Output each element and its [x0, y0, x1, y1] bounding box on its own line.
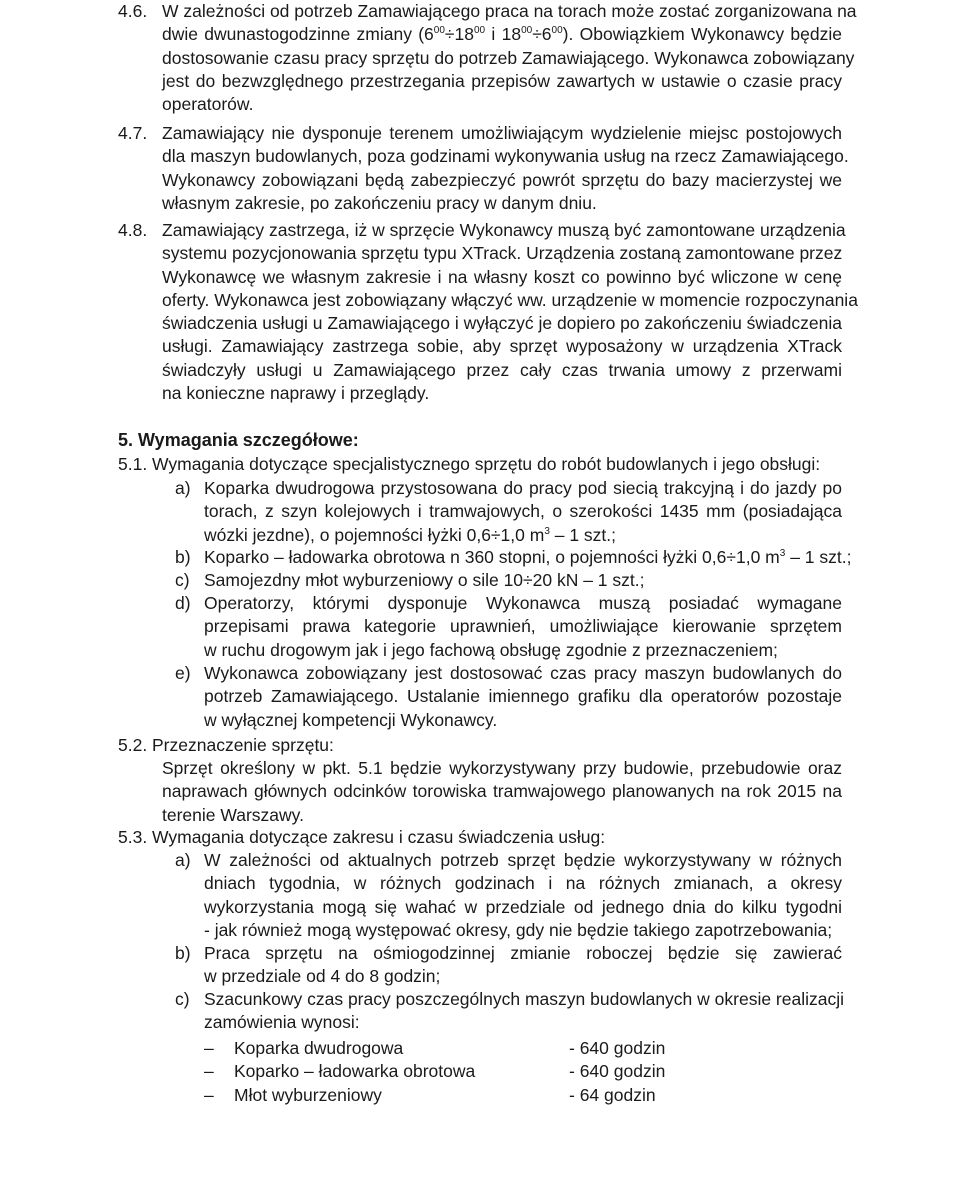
text-line: własnym zakresie, po zakończeniu pracy w danym dniu.	[162, 192, 597, 213]
text-line: Wykonawcy zobowiązani będą zabezpieczyć powrót sprzętu do bazy macierzystej we	[162, 169, 842, 190]
list-item-text: Koparko – ładowarka obrotowa n 360 stopni, o pojemności łyżki 0,6÷1,0 $m^3 - 1$ szt.;	[204, 547, 852, 567]
text-line: świadczyły usługi u Zamawiającego przez cały czas trwania umowy z przerwami	[162, 359, 842, 380]
list-item-letter: e)	[175, 663, 191, 683]
list-item-letter: a)	[175, 478, 191, 498]
text-line: Wykonawcę we własnym zakresie i na własny koszt co powinno być wliczone w cenę	[162, 266, 842, 287]
section-5-3-title: 5.3. Wymagania dotyczące zakresu i czasu świadczenia usług:	[118, 827, 606, 847]
list-item-text: Koparka dwudrogowa przystosowana do pracy pod siecią trakcyjną i do jazdy po torach, z szyn kolejowych i tramwajowych, o szerokości 1435 mm (posiadająca wózki jezdne), o pojemności łyżki 0,6÷1,0 $m^3 - 1$ szt.;	[204, 478, 842, 545]
list-item-letter: b)	[175, 943, 191, 963]
list-item-text: W zależności od aktualnych potrzeb sprzęt będzie wykorzystywany w różnych dniach tygodnia, w różnych godzinach i na różnych zmianach, a okresy wykorzystania mogą się wahać w przedziale od jednego dnia do kilku tygodni - jak również mogą występować okresy, gdy nie będzie takiego zapotrzebowania;	[204, 850, 842, 940]
paragraph-text	[162, 0, 857, 116]
paragraph-text	[162, 219, 858, 405]
machine-hours-row: – Koparka dwudrogowa - 640 godzin	[204, 1038, 666, 1058]
text-line: oferty. Wykonawca jest zobowiązany włączyć ww. urządzenie w momencie rozpoczynania	[162, 289, 858, 310]
text-line: dostosowanie czasu pracy sprzętu do potrzeb Zamawiającego. Wykonawca zobowiązany	[162, 47, 855, 68]
paragraph-number: 4.8.	[118, 220, 148, 240]
list-item-text: Szacunkowy czas pracy poszczególnych maszyn budowlanych w okresie realizacji zamówienia wynosi:	[204, 989, 845, 1033]
text-line: W zależności od potrzeb Zamawiającego praca na torach może zostać zorganizowana na	[162, 1, 857, 21]
text-line: świadczenia usługi u Zamawiającego i wyłączyć je dopiero po zakończeniu świadczenia	[162, 313, 842, 334]
paragraph-number: 4.6.	[118, 1, 148, 21]
list-item-letter: c)	[175, 570, 190, 590]
list-item-text: Praca sprzętu na ośmiogodzinnej zmianie roboczej będzie się zawierać w przedziale od 4 do 8 godzin;	[204, 943, 842, 987]
text-line: na konieczne naprawy i przeglądy.	[162, 383, 430, 404]
list-item-letter: a)	[175, 850, 191, 870]
text-line: Zamawiający zastrzega, iż w sprzęcie Wykonawcy muszą być zamontowane urządzenia	[162, 220, 846, 240]
machine-hours-row: – Koparko – ładowarka obrotowa - 640 godzin	[204, 1061, 666, 1081]
list-item-letter: c)	[175, 989, 190, 1009]
text-line: jest do bezwzględnego przestrzegania przepisów zawartych w ustawie o czasie pracy	[162, 70, 842, 91]
text-line: operatorów.	[162, 94, 254, 115]
list-item-text: Operatorzy, którymi dysponuje Wykonawca muszą posiadać wymagane przepisami prawa kategorie uprawnień, umożliwiające kierowanie sprzętem w ruchu drogowym jak i jego fachową obsługę zgodnie z przeznaczeniem;	[204, 593, 842, 660]
text-line: usługi. Zamawiający zastrzega sobie, aby sprzęt wyposażony w urządzenia XTrack	[162, 336, 842, 357]
section-5-1-title: 5.1. Wymagania dotyczące specjalistycznego sprzętu do robót budowlanych i jego obsługi:	[118, 454, 821, 474]
machine-hours-row: – Młot wyburzeniowy - 64 godzin	[204, 1085, 656, 1105]
text-line: dla maszyn budowlanych, poza godzinami wykonywania usług na rzecz Zamawiającego.	[162, 146, 849, 167]
section-5-2-text: Sprzęt określony w pkt. 5.1 będzie wykorzystywany przy budowie, przebudowie oraz naprawach głównych odcinków torowiska tramwajowego planowanych na rok 2015 na terenie Warszawy.	[162, 758, 842, 825]
section-5-2-title: 5.2. Przeznaczenie sprzętu:	[118, 735, 334, 755]
text-line: systemu pozycjonowania sprzętu typu XTrack. Urządzenia zostaną zamontowane przez	[162, 243, 843, 264]
section-heading: 5. Wymagania szczegółowe:	[118, 430, 359, 450]
list-item-text: Wykonawca zobowiązany jest dostosować czas pracy maszyn budowlanych do potrzeb Zamawiającego. Ustalanie imiennego grafiku dla operatorów pozostaje w wyłącznej kompetencji Wykonawcy.	[204, 663, 842, 730]
list-item-text: Samojezdny młot wyburzeniowy o sile 10÷20 kN – 1 szt.;	[204, 570, 645, 590]
paragraph-text	[162, 122, 849, 215]
text-line: dwie dwunastogodzinne zmiany ($6^{00}\div 18^{00}$ i $18^{00}\div 6^{00}$). Obowiązkiem Wykonawcy będzie	[162, 24, 843, 45]
list-item-letter: b)	[175, 547, 191, 567]
text-line: Zamawiający nie dysponuje terenem umożliwiającym wydzielenie miejsc postojowych	[162, 123, 842, 143]
paragraph-number: 4.7.	[118, 123, 148, 143]
list-item-letter: d)	[175, 593, 191, 613]
